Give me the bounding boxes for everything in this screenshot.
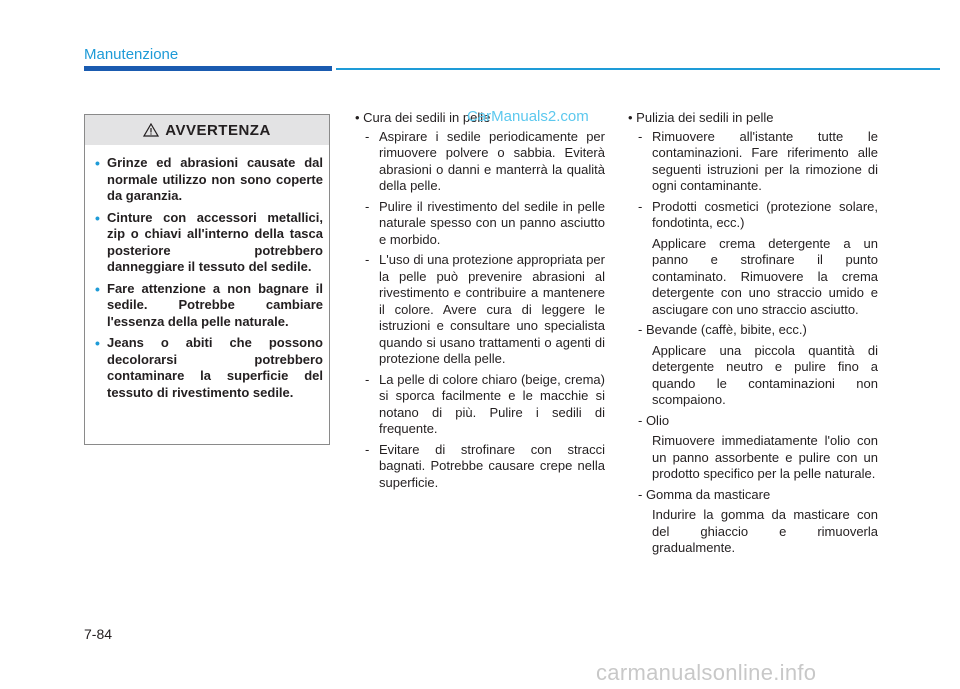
cleaning-column xyxy=(628,110,878,561)
cleaning-subheading: - Gomma da masticare xyxy=(638,486,771,502)
dash: - xyxy=(638,198,643,214)
cleaning-item-text: Rimuovere all'istante tutte le contaminazioni. Fare riferimento alle seguenti istruzioni per la rimozione di ogni contaminante. xyxy=(652,128,878,193)
dash: - xyxy=(365,252,370,267)
cleaning-subheading: - Bevande (caffè, bibite, ecc.) xyxy=(638,322,807,337)
care-item xyxy=(365,199,605,249)
cleaning-subheading: - Olio xyxy=(638,412,670,428)
header-rule-light xyxy=(336,68,940,70)
cleaning-paragraph: Applicare crema detergente a un panno e strofinare il punto contaminato. Rimuovere la crema detergente con uno straccio umido e asciugare con uno straccio asciutto. xyxy=(652,235,878,317)
cleaning-paragraph: Applicare una piccola quantità di detergente neutro e pulire fino a quando le contaminazioni non scompaiono. xyxy=(652,342,878,407)
footer-watermark-link[interactable]: carmanualsonline.info xyxy=(596,660,817,685)
cleaning-paragraph: Indurire la gomma da masticare con del ghiaccio e rimuoverla gradualmente. xyxy=(652,507,878,555)
dash: - xyxy=(638,128,643,144)
cleaning-item xyxy=(638,129,878,195)
dash: - xyxy=(365,371,370,387)
warning-item: • Jeans o abiti che possono decolorarsi potrebbero contaminare la superficie del tessuto di rivestimento sedile. xyxy=(95,335,323,401)
warning-item: • Cinture con accessori metallici, zip o chiavi all'interno della tasca posteriore potrebbero danneggiare il tessuto del sedile. xyxy=(95,210,323,276)
warning-header xyxy=(85,115,329,145)
care-item-text: Evitare di strofinare con stracci bagnati. Potrebbe causare crepe nella superficie. xyxy=(379,441,605,490)
care-item-text: L'uso di una protezione appropriata per la pelle può prevenire abrasioni al rivestimento e contribuire a mantenere il colore. Avere cura di leggere le istruzioni e consultare uno specialista quando si usano trattamenti o agenti di protezione della pelle. xyxy=(379,252,605,366)
cleaning-heading: • Pulizia dei sedili in pelle xyxy=(628,110,774,125)
warning-triangle-icon xyxy=(143,123,159,137)
care-item-text: La pelle di colore chiaro (beige, crema) si sporca facilmente e le macchie si notano di più. Pulire i sedili di frequente. xyxy=(379,371,605,436)
warning-title: AVVERTENZA xyxy=(165,121,271,139)
care-item-text: Pulire il rivestimento del sedile in pelle naturale spesso con un panno asciutto e morbido. xyxy=(379,198,605,247)
care-item-text: Aspirare i sedile periodicamente per rimuovere polvere o sabbia. Eviterà abrasioni o danni e manterrà la qualità della pelle. xyxy=(379,128,605,193)
dash: - xyxy=(365,198,370,214)
cleaning-item xyxy=(638,199,878,232)
watermark-link[interactable]: CarManuals2.com xyxy=(467,108,589,125)
cleaning-paragraph: Rimuovere immediatamente l'olio con un panno assorbente e pulire con un prodotto specifico per la pelle naturale. xyxy=(652,433,878,481)
care-item xyxy=(365,129,605,195)
care-item xyxy=(365,442,605,492)
section-title: Manutenzione xyxy=(84,46,179,63)
dash: - xyxy=(365,441,370,457)
warning-item: • Grinze ed abrasioni causate dal normale utilizzo non sono coperte da garanzia. xyxy=(95,155,323,205)
page-number: 7-84 xyxy=(84,626,113,642)
dash: - xyxy=(365,128,370,144)
header-rule-dark xyxy=(84,66,332,71)
care-heading: • Cura dei sedili in pelle xyxy=(355,110,491,125)
cleaning-item-text: Prodotti cosmetici (protezione solare, fondotinta, ecc.) xyxy=(652,198,878,230)
warning-item: • Fare attenzione a non bagnare il sedile. Potrebbe cambiare l'essenza della pelle naturale. xyxy=(95,281,323,331)
warning-box xyxy=(84,114,330,445)
care-item xyxy=(365,252,605,368)
care-column xyxy=(355,110,605,495)
warning-list xyxy=(85,145,329,401)
care-item xyxy=(365,372,605,438)
